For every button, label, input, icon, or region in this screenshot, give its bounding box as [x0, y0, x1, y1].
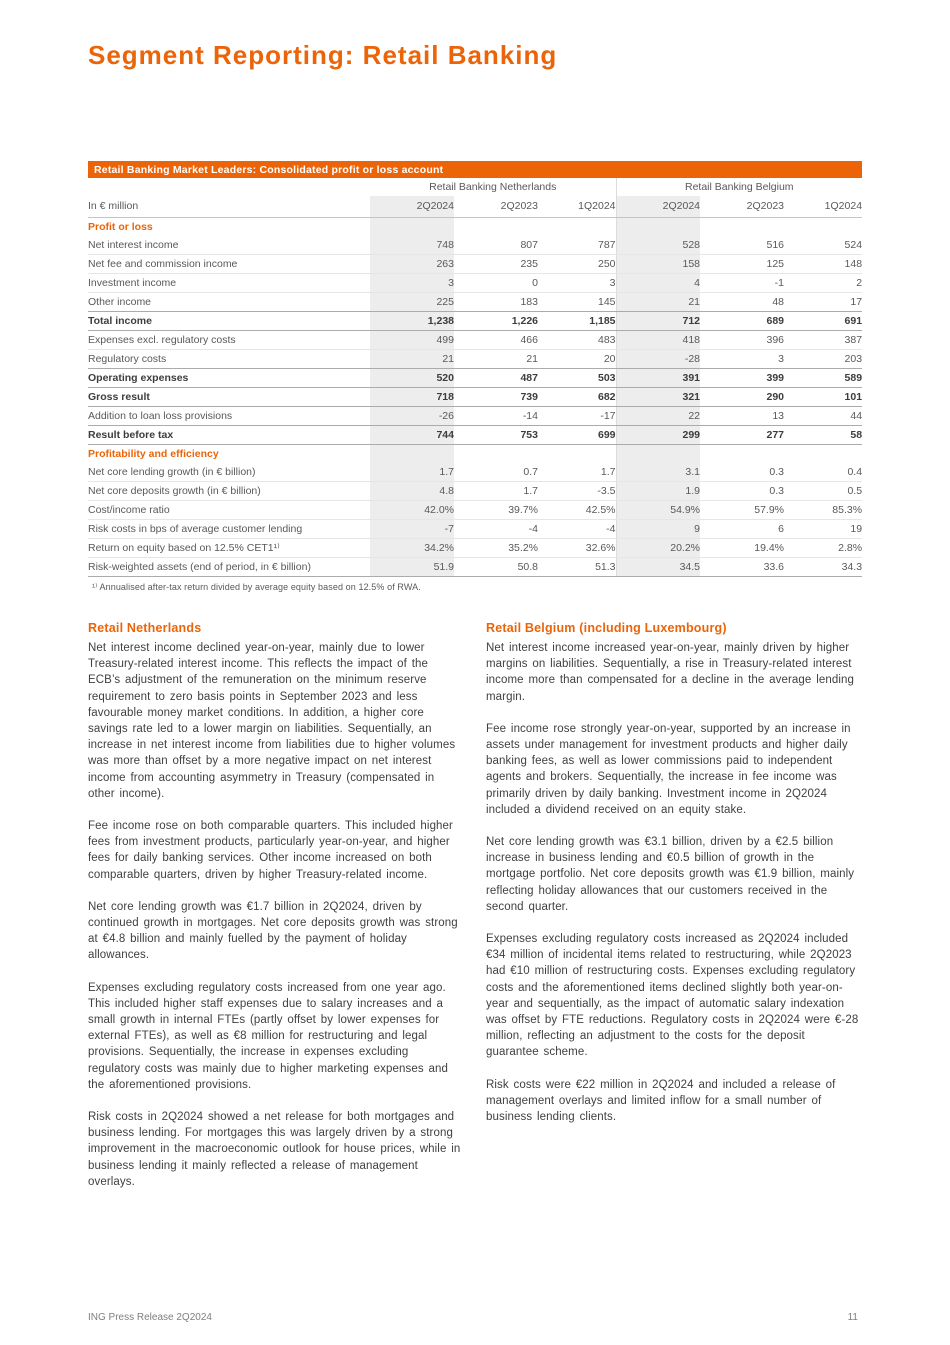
cell-value: 0.4: [784, 463, 862, 482]
cell-value: 58: [784, 426, 862, 445]
cell-value: 13: [700, 407, 784, 426]
quarter-header: 1Q2024: [784, 196, 862, 218]
table-row: [88, 501, 862, 520]
cell-value: 35.2%: [454, 539, 538, 558]
row-label: Risk-weighted assets (end of period, in € billion): [88, 558, 370, 577]
cell-value: 20.2%: [616, 539, 700, 558]
table-row: [88, 312, 862, 331]
cell-value: -3.5: [538, 482, 616, 501]
table-title-bar: Retail Banking Market Leaders: Consolidated profit or loss account: [88, 161, 862, 178]
table-row: [88, 350, 862, 369]
cell-value: [538, 445, 616, 464]
row-label: Profitability and efficiency: [88, 447, 219, 460]
cell-value: 20: [538, 350, 616, 369]
cell-value: -14: [454, 407, 538, 426]
row-label: Result before tax: [88, 426, 370, 445]
cell-value: 19.4%: [700, 539, 784, 558]
cell-value: 32.6%: [538, 539, 616, 558]
cell-value: 203: [784, 350, 862, 369]
cell-value: 51.3: [538, 558, 616, 577]
cell-value: [616, 445, 700, 464]
cell-value: 42.0%: [370, 501, 454, 520]
cell-value: 125: [700, 255, 784, 274]
cell-value: 0: [454, 274, 538, 293]
table-row: [88, 426, 862, 445]
cell-value: 487: [454, 369, 538, 388]
cell-value: 9: [616, 520, 700, 539]
cell-value: [538, 218, 616, 237]
cell-value: 4: [616, 274, 700, 293]
row-label: Addition to loan loss provisions: [88, 407, 370, 426]
quarter-header: 2Q2023: [454, 196, 538, 218]
cell-value: [784, 218, 862, 237]
paragraphs-belgium: [486, 640, 862, 1125]
cell-value: 1,226: [454, 312, 538, 331]
cell-value: [700, 445, 784, 464]
group-header-netherlands: Retail Banking Netherlands: [429, 180, 557, 193]
cell-value: 391: [616, 369, 700, 388]
pl-table-section: [88, 161, 862, 593]
cell-value: -7: [370, 520, 454, 539]
table-row: [88, 463, 862, 482]
cell-value: 50.8: [454, 558, 538, 577]
row-label: Net core lending growth (in € billion): [88, 463, 370, 482]
row-label: Gross result: [88, 388, 370, 407]
cell-value: 0.5: [784, 482, 862, 501]
cell-value: 321: [616, 388, 700, 407]
row-label: Risk costs in bps of average customer lending: [88, 520, 370, 539]
cell-value: 6: [700, 520, 784, 539]
cell-value: 44: [784, 407, 862, 426]
table-row: [88, 274, 862, 293]
paragraph: Net core lending growth was €1.7 billion in 2Q2024, driven by continued growth in mortgages. Net core deposits growth was strong at €4.8 billion and mainly fuelled by the payment of holiday allowances.: [88, 900, 458, 962]
cell-value: 148: [784, 255, 862, 274]
table-row: [88, 482, 862, 501]
unit-label: In € million: [88, 196, 370, 218]
cell-value: 54.9%: [616, 501, 700, 520]
table-row: [88, 255, 862, 274]
group-header-row: [88, 178, 862, 196]
cell-value: 21: [616, 293, 700, 312]
cell-value: -1: [700, 274, 784, 293]
cell-value: 503: [538, 369, 616, 388]
cell-value: 807: [454, 236, 538, 255]
paragraph: Expenses excluding regulatory costs increased as 2Q2024 included €34 million of incidental items related to restructuring, while 2Q2023 had €10 million of restructuring costs. Expenses excluding regulatory costs and the aforementioned items declined slightly both year-on-year and sequentially, as the impact of automatic salary indexation was offset by FTE reductions. Regulatory costs in 2Q2024 were €-28 million, reflecting an adjustment to the costs for the deposit guarantee scheme.: [486, 933, 859, 1059]
group-header-belgium: Retail Banking Belgium: [616, 178, 862, 196]
pl-table-body: [88, 218, 862, 577]
cell-value: 51.9: [370, 558, 454, 577]
cell-value: 85.3%: [784, 501, 862, 520]
cell-value: 101: [784, 388, 862, 407]
commentary-columns: [88, 621, 862, 1206]
cell-value: 17: [784, 293, 862, 312]
row-label: Return on equity based on 12.5% CET1¹⁾: [88, 539, 370, 558]
table-row: [88, 236, 862, 255]
table-row: [88, 331, 862, 350]
cell-value: 399: [700, 369, 784, 388]
table-row: [88, 293, 862, 312]
cell-value: 3: [370, 274, 454, 293]
paragraph: Fee income rose strongly year-on-year, supported by an increase in assets under management for investment products and higher daily banking fees, as well as lower commissions paid to independent agents and brokers. Sequentially, the increase in fee income was primarily driven by daily banking. Investment income in 2Q2024 included a dividend received on an equity stake.: [486, 722, 851, 816]
table-row: [88, 388, 862, 407]
cell-value: 712: [616, 312, 700, 331]
table-row: [88, 520, 862, 539]
cell-value: 3.1: [616, 463, 700, 482]
cell-value: 145: [538, 293, 616, 312]
row-label: Net fee and commission income: [88, 255, 370, 274]
cell-value: 699: [538, 426, 616, 445]
cell-value: 589: [784, 369, 862, 388]
cell-value: 21: [370, 350, 454, 369]
paragraph: Fee income rose on both comparable quarters. This included higher fees from investment products, particularly year-on-year, and higher fees for daily banking services. Other income increased on both comparable quarters, driven by higher Treasury-related income.: [88, 820, 453, 881]
cell-value: 753: [454, 426, 538, 445]
cell-value: [784, 445, 862, 464]
cell-value: 418: [616, 331, 700, 350]
cell-value: 158: [616, 255, 700, 274]
cell-value: 718: [370, 388, 454, 407]
quarter-header: 2Q2024: [616, 196, 700, 218]
cell-value: 225: [370, 293, 454, 312]
table-section-row: [88, 445, 862, 464]
cell-value: 520: [370, 369, 454, 388]
cell-value: 0.3: [700, 482, 784, 501]
cell-value: 2: [784, 274, 862, 293]
cell-value: 19: [784, 520, 862, 539]
cell-value: 48: [700, 293, 784, 312]
cell-value: 34.2%: [370, 539, 454, 558]
row-label: Net core deposits growth (in € billion): [88, 482, 370, 501]
cell-value: 250: [538, 255, 616, 274]
cell-value: 235: [454, 255, 538, 274]
commentary-belgium: [486, 621, 862, 1206]
cell-value: 744: [370, 426, 454, 445]
cell-value: 277: [700, 426, 784, 445]
row-label: Regulatory costs: [88, 350, 370, 369]
cell-value: 3: [700, 350, 784, 369]
row-label: Expenses excl. regulatory costs: [88, 331, 370, 350]
cell-value: 33.6: [700, 558, 784, 577]
quarter-header: 2Q2023: [700, 196, 784, 218]
paragraph: Net interest income increased year-on-year, mainly driven by higher margins on liabilities. Sequentially, a rise in Treasury-related interest income more than compensated for a decline in the average lending margin.: [486, 642, 854, 703]
table-section-row: [88, 218, 862, 237]
cell-value: 0.7: [454, 463, 538, 482]
row-label: Investment income: [88, 274, 370, 293]
cell-value: [454, 218, 538, 237]
table-row: [88, 369, 862, 388]
cell-value: 290: [700, 388, 784, 407]
cell-value: 1.7: [454, 482, 538, 501]
cell-value: 34.5: [616, 558, 700, 577]
cell-value: -4: [538, 520, 616, 539]
cell-value: [454, 445, 538, 464]
cell-value: 739: [454, 388, 538, 407]
cell-value: -26: [370, 407, 454, 426]
row-label: Other income: [88, 293, 370, 312]
cell-value: 299: [616, 426, 700, 445]
cell-value: 21: [454, 350, 538, 369]
cell-value: 1.7: [538, 463, 616, 482]
table-footnote: ¹⁾ Annualised after-tax return divided by average equity based on 12.5% of RWA.: [92, 582, 421, 592]
page-number: 11: [847, 1312, 858, 1323]
quarter-header: 1Q2024: [538, 196, 616, 218]
row-label: Cost/income ratio: [88, 501, 370, 520]
cell-value: 1,185: [538, 312, 616, 331]
page-title: Segment Reporting: Retail Banking: [88, 40, 558, 70]
cell-value: [700, 218, 784, 237]
section-heading-belgium: Retail Belgium (including Luxembourg): [486, 621, 727, 635]
cell-value: 1.7: [370, 463, 454, 482]
cell-value: 42.5%: [538, 501, 616, 520]
pl-table: [88, 178, 862, 577]
cell-value: 396: [700, 331, 784, 350]
cell-value: 466: [454, 331, 538, 350]
row-label: Net interest income: [88, 236, 370, 255]
column-header-row: [88, 196, 862, 218]
cell-value: 0.3: [700, 463, 784, 482]
paragraph: Risk costs were €22 million in 2Q2024 and included a release of management overlays and limited inflow for a small number of business lending clients.: [486, 1078, 836, 1124]
cell-value: -4: [454, 520, 538, 539]
cell-value: 1.9: [616, 482, 700, 501]
table-row: [88, 539, 862, 558]
cell-value: 1,238: [370, 312, 454, 331]
group-header-spacer: [88, 178, 370, 196]
cell-value: 748: [370, 236, 454, 255]
cell-value: 516: [700, 236, 784, 255]
footer-document-label: ING Press Release 2Q2024: [88, 1312, 212, 1323]
cell-value: 691: [784, 312, 862, 331]
quarter-header: 2Q2024: [370, 196, 454, 218]
paragraph: Risk costs in 2Q2024 showed a net release for both mortgages and business lending. For mortgages this was largely driven by a strong improvement in the macroeconomic outlook for house prices, while in business lending it mainly reflected a release of management overlays.: [88, 1111, 461, 1188]
row-label: Operating expenses: [88, 369, 370, 388]
cell-value: 528: [616, 236, 700, 255]
cell-value: 689: [700, 312, 784, 331]
cell-value: 183: [454, 293, 538, 312]
cell-value: 3: [538, 274, 616, 293]
cell-value: 39.7%: [454, 501, 538, 520]
cell-value: 483: [538, 331, 616, 350]
commentary-netherlands: [88, 621, 464, 1206]
row-label: Total income: [88, 312, 370, 331]
cell-value: 4.8: [370, 482, 454, 501]
cell-value: [370, 218, 454, 237]
cell-value: 787: [538, 236, 616, 255]
paragraph: Net interest income declined year-on-year, mainly due to lower Treasury-related interest income. This reflects the impact of the ECB’s adjustment of the remuneration on the minimum reserve requirement to zero basis points in September 2023 and less favourable money market conditions. In addition, a higher core savings rate led to a lower margin on liabilities. Sequentially, an increase in net interest income from liabilities due to higher volumes was more than offset by a more negative impact on net interest income from accounting asymmetry in Treasury (compensated in other income).: [88, 642, 456, 800]
page-footer: [88, 1312, 858, 1323]
cell-value: 22: [616, 407, 700, 426]
table-row: [88, 558, 862, 577]
cell-value: [370, 445, 454, 464]
paragraph: Net core lending growth was €3.1 billion, driven by a €2.5 billion increase in business lending and €0.5 billion of growth in the mortgage portfolio. Net core deposits growth was €1.9 billion, mainly reflecting holiday allowances that our customers received in the second quarter.: [486, 836, 855, 913]
cell-value: -17: [538, 407, 616, 426]
section-heading-netherlands: Retail Netherlands: [88, 621, 202, 635]
cell-value: 263: [370, 255, 454, 274]
cell-value: 34.3: [784, 558, 862, 577]
cell-value: -28: [616, 350, 700, 369]
cell-value: 499: [370, 331, 454, 350]
paragraph: Expenses excluding regulatory costs increased from one year ago. This included higher staff expenses due to salary increases and a small growth in internal FTEs (partly offset by lower expenses for external FTEs), as well as €8 million for restructuring and legal provisions. Sequentially, the increase in expenses excluding regulatory costs was mainly due to higher marketing expenses and the aforementioned provisions.: [88, 981, 448, 1091]
table-row: [88, 407, 862, 426]
cell-value: 2.8%: [784, 539, 862, 558]
cell-value: 682: [538, 388, 616, 407]
row-label: Profit or loss: [88, 220, 153, 233]
cell-value: [616, 218, 700, 237]
cell-value: 524: [784, 236, 862, 255]
cell-value: 387: [784, 331, 862, 350]
paragraphs-netherlands: [88, 640, 464, 1190]
cell-value: 57.9%: [700, 501, 784, 520]
